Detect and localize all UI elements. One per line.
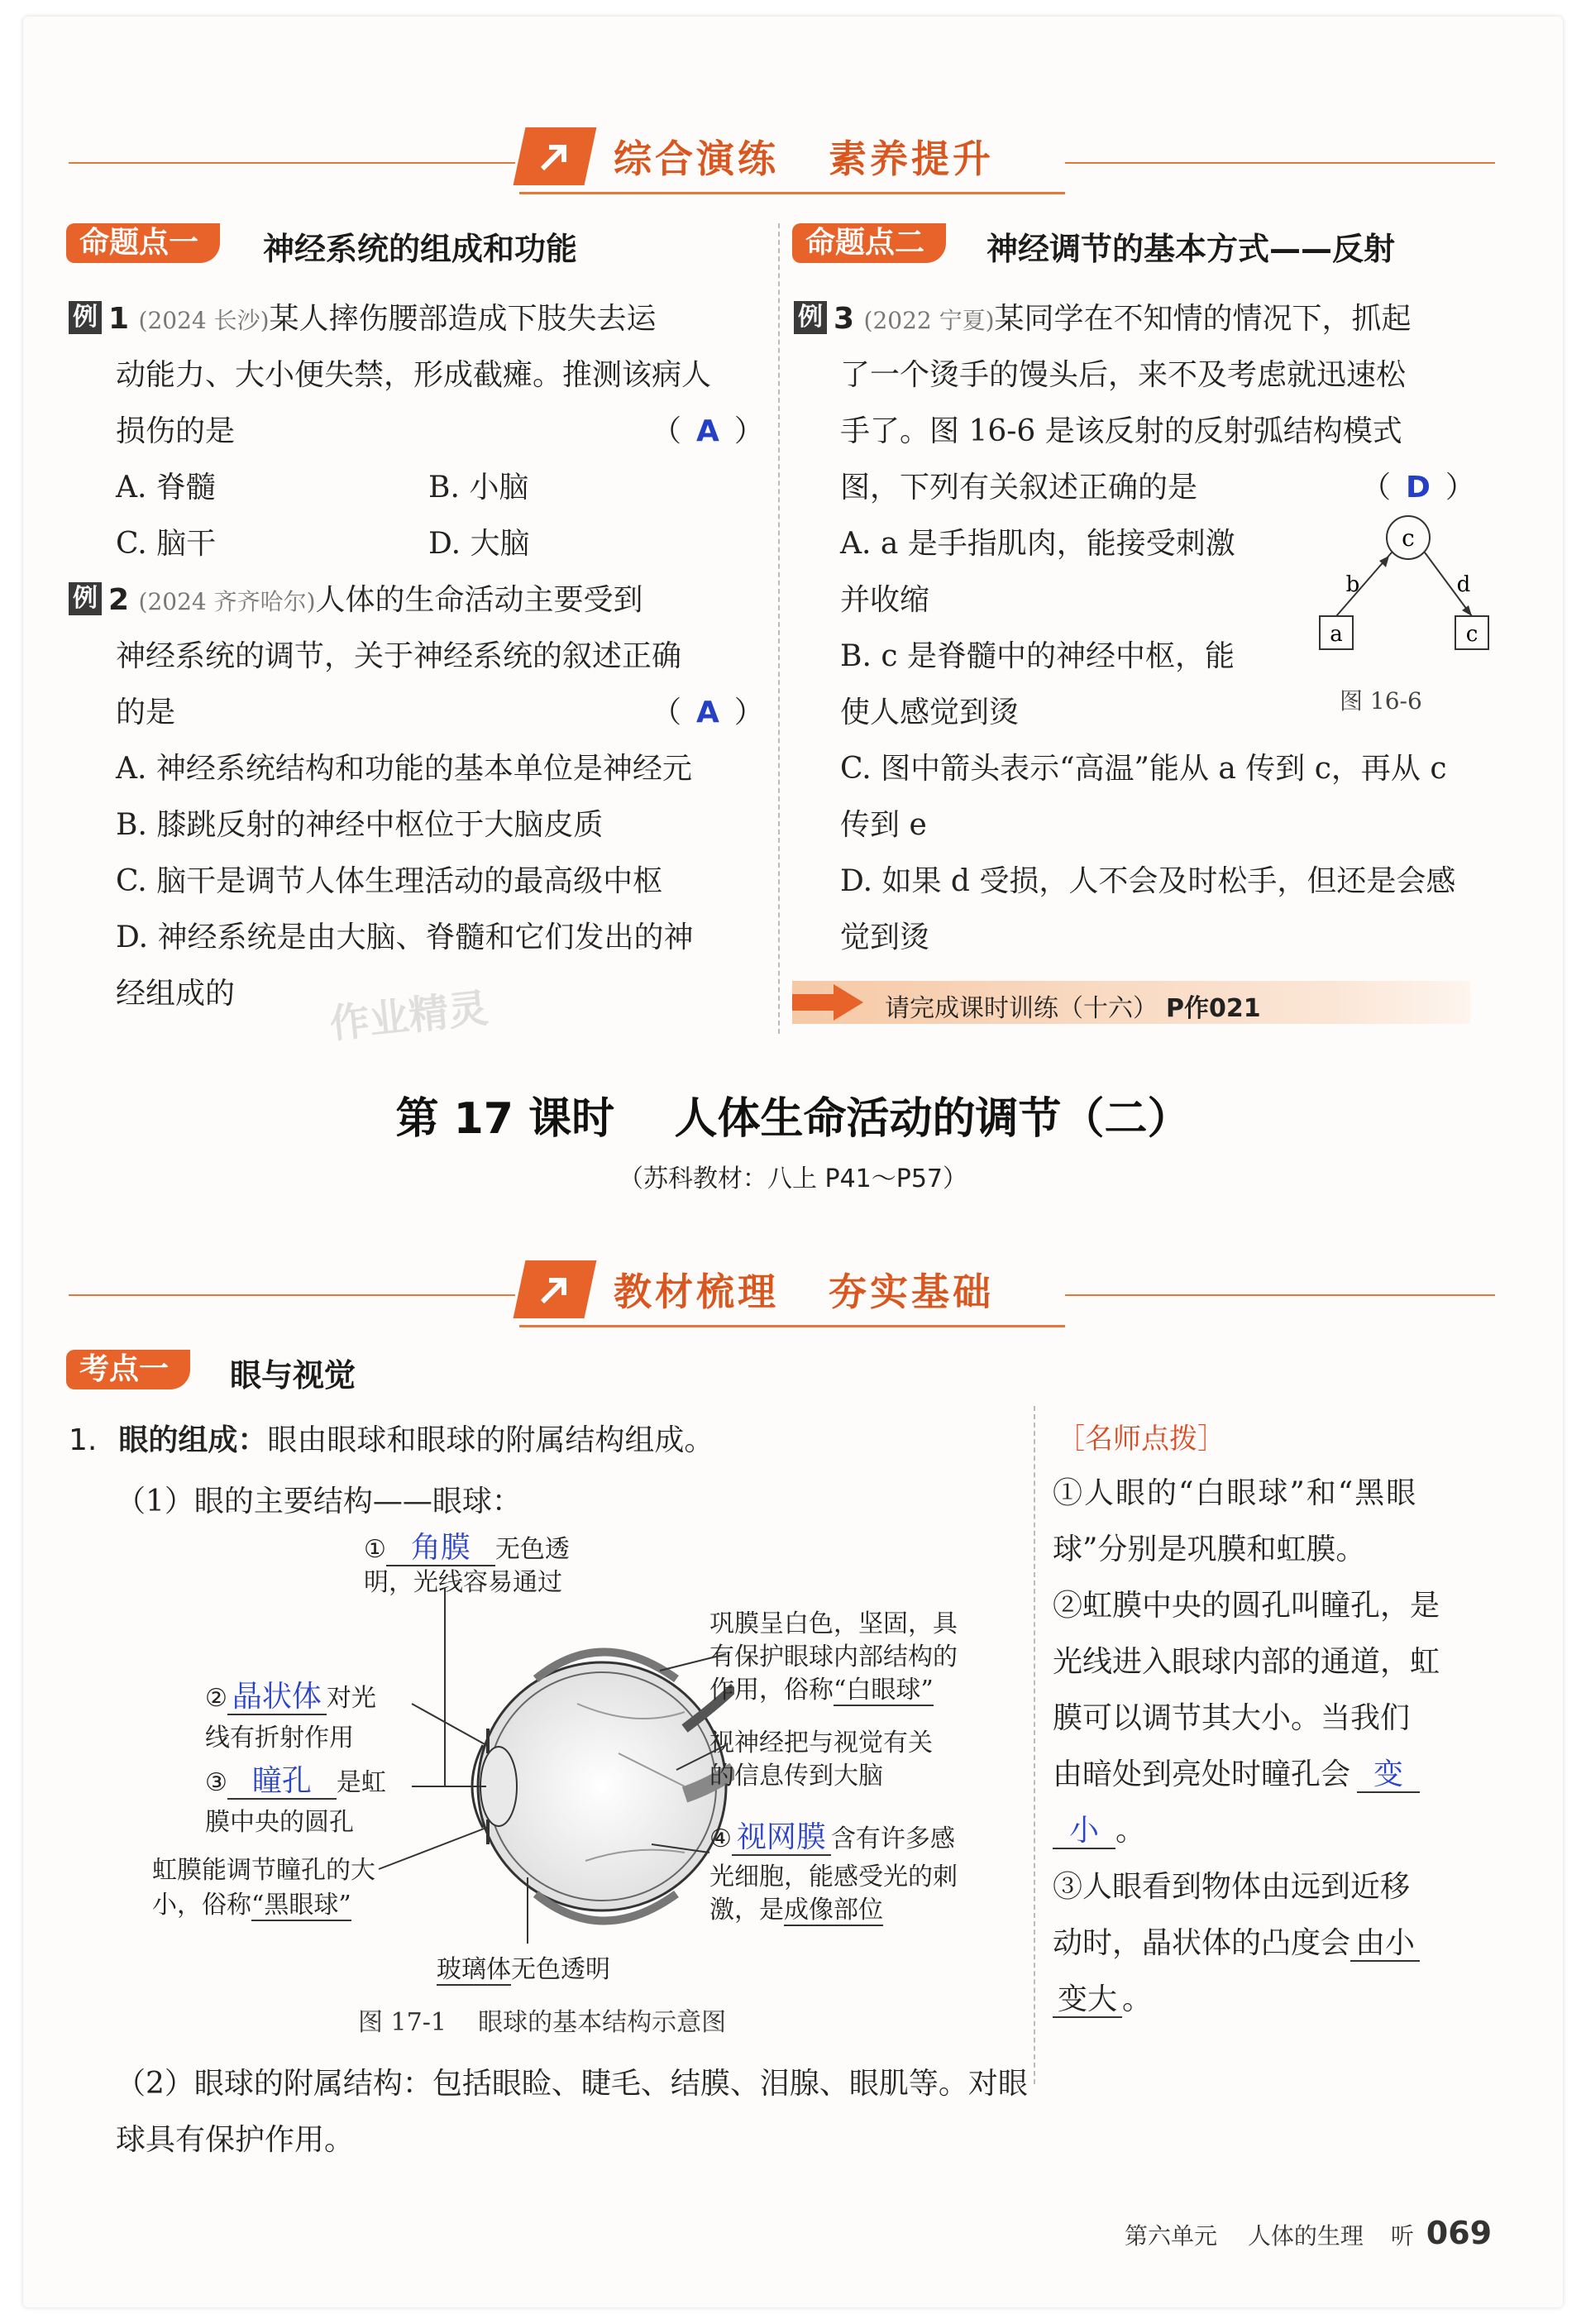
label-optic-nerve: 视神经把与视觉有关 xyxy=(709,1729,933,1757)
ex2-option-d-cont: 经组成的 xyxy=(116,977,236,1011)
ex3-option-b-cont: 使人感觉到烫 xyxy=(840,696,1020,729)
label-iris: 虹膜能调节瞳孔的大 xyxy=(152,1856,375,1885)
node-e: c xyxy=(1465,622,1479,647)
label-d: d xyxy=(1456,572,1471,597)
footer-mark: 听 xyxy=(1390,2222,1414,2250)
ex1-answer: （ A ） xyxy=(652,414,764,448)
ex3-option-a-cont: 并收缩 xyxy=(840,583,930,617)
item1-line: 1. 眼的组成：眼由眼球和眼球的附属结构组成。 xyxy=(69,1423,714,1457)
ex2-line1: 例 2 (2024 齐齐哈尔)人体的生命活动主要受到 xyxy=(69,572,643,630)
watermark: 作业精灵 xyxy=(327,985,490,1048)
ex3-line2: 了一个烫手的馒头后，来不及考虑就迅速松 xyxy=(840,358,1407,392)
ex3-line4: 图，下列有关叙述正确的是 xyxy=(840,471,1198,504)
label-sclera-2: 有保护眼球内部结构的 xyxy=(709,1643,958,1671)
ex3-answer: （ D ） xyxy=(1361,471,1475,504)
label-retina-3: 激，是成像部位 xyxy=(709,1896,883,1925)
tips-title: ［名师点拨］ xyxy=(1057,1423,1225,1456)
ex2-line3: 的是 xyxy=(116,696,176,729)
page-number: 069 xyxy=(1426,2215,1493,2251)
ex3-line3: 手了。图 16-6 是该反射的反射弧结构模式 xyxy=(840,414,1402,448)
section-title-2: 教材梳理 夯实基础 xyxy=(614,1270,995,1314)
label-cornea-2: 明，光线容易通过 xyxy=(364,1568,562,1597)
tip-fill-biandai[interactable]: 变大 xyxy=(1053,1982,1122,2018)
figure-17-1-caption: 图 17-1 眼球的基本结构示意图 xyxy=(358,2008,727,2037)
tip2-line5: 小 。 xyxy=(1053,1803,1145,1859)
tag-mingti-1: 命题点一 xyxy=(66,223,220,263)
label-b: b xyxy=(1345,572,1360,597)
ex1-line1: 例 1 (2024 长沙)某人摔伤腰部造成下肢失去运 xyxy=(69,291,657,349)
ex2-option-a: A. 神经系统结构和功能的基本单位是神经元 xyxy=(116,752,692,786)
page xyxy=(23,17,1563,2307)
ex2-answer: （ A ） xyxy=(652,696,764,729)
sub1-line: （1）眼的主要结构——眼球： xyxy=(116,1485,522,1518)
label-lens-2: 线有折射作用 xyxy=(205,1724,354,1753)
example-badge: 例 xyxy=(69,582,102,615)
tips-divider xyxy=(1034,1406,1035,2084)
tip3-line2: 动时，晶状体的凸度会 由小 xyxy=(1053,1915,1420,1972)
practice-text: 请完成课时训练（十六） xyxy=(885,994,1158,1023)
tip2-line4: 由暗处到亮处时瞳孔会 变 xyxy=(1053,1747,1420,1803)
tag-kaodian-1: 考点一 xyxy=(66,1350,190,1389)
label-vitreous: 玻璃体无色透明 xyxy=(437,1955,610,1984)
ex1-option-d: D. 大脑 xyxy=(428,527,530,561)
ex3-option-d-cont: 觉到烫 xyxy=(840,921,930,954)
ex2-option-c: C. 脑干是调节人体生理活动的最高级中枢 xyxy=(116,864,663,898)
tip3-line3: 变大 。 xyxy=(1053,1972,1152,2028)
label-cornea: ① 角膜 无色透 xyxy=(364,1531,570,1565)
ex1-line2: 动能力、大小便失禁，形成截瘫。推测该病人 xyxy=(116,358,712,392)
lesson-title: 第 17 课时 人体生命活动的调节（二） xyxy=(395,1094,1191,1144)
example-badge: 例 xyxy=(69,301,102,334)
footer xyxy=(1125,2215,1492,2251)
tip-fill-bian[interactable]: 变 xyxy=(1357,1757,1420,1793)
label-pupil-2: 膜中央的圆孔 xyxy=(205,1808,354,1837)
sub2-line2: 球具有保护作用。 xyxy=(116,2123,355,2157)
tip2-line2: 光线进入眼球内部的通道，虹 xyxy=(1053,1645,1440,1679)
tip-fill-xiao[interactable]: 小 xyxy=(1053,1814,1115,1849)
ex3-line1: 例 3 (2022 宁夏)某同学在不知情的情况下，抓起 xyxy=(794,291,1412,349)
label-retina: ④ 视网膜 含有许多感 xyxy=(709,1820,955,1854)
tip1-line1: ①人眼的“白眼球”和“黑眼 xyxy=(1053,1476,1418,1510)
label-lens: ② 晶状体 对光 xyxy=(205,1680,376,1714)
node-a: a xyxy=(1330,622,1343,647)
tip2-line1: ②虹膜中央的圆孔叫瞳孔，是 xyxy=(1053,1589,1440,1623)
tip1-line2: 球”分别是巩膜和虹膜。 xyxy=(1053,1533,1366,1566)
ex2-option-b: B. 膝跳反射的神经中枢位于大脑皮质 xyxy=(116,808,604,842)
ex1-line3: 损伤的是 xyxy=(116,414,236,448)
ex1-option-b: B. 小脑 xyxy=(428,471,529,504)
sub2-line1: （2）眼球的附属结构：包括眼睑、睫毛、结膜、泪腺、眼肌等。对眼 xyxy=(116,2067,1028,2101)
ex3-option-c: C. 图中箭头表示“高温”能从 a 传到 c，再从 c xyxy=(840,752,1447,786)
kaodian-title: 眼与视觉 xyxy=(230,1357,356,1394)
ex3-option-c-cont: 传到 e xyxy=(840,808,927,842)
label-sclera-3: 作用，俗称“白眼球” xyxy=(709,1676,934,1705)
section-title-1: 综合演练 素养提升 xyxy=(614,136,995,181)
ex1-option-a: A. 脊髓 xyxy=(116,471,216,504)
example-badge: 例 xyxy=(794,301,827,334)
tip-fill-youxiao[interactable]: 由小 xyxy=(1350,1926,1420,1962)
label-retina-2: 光细胞，能感受光的刺 xyxy=(709,1863,958,1891)
ex3-option-a: A. a 是手指肌肉，能接受刺激 xyxy=(840,527,1235,561)
practice-page: P作021 xyxy=(1166,994,1261,1023)
ex3-option-d: D. 如果 d 受损，人不会及时松手，但还是会感 xyxy=(840,864,1456,898)
tip3-line1: ③人眼看到物体由远到近移 xyxy=(1053,1870,1411,1904)
figure-16-6-caption: 图 16-6 xyxy=(1340,687,1422,715)
label-iris-2: 小，俗称“黑眼球” xyxy=(152,1891,351,1920)
ex2-option-d: D. 神经系统是由大脑、脊髓和它们发出的神 xyxy=(116,921,694,954)
lesson-subtitle: （苏科教材：八上 P41～P57） xyxy=(618,1164,968,1193)
node-c: c xyxy=(1402,524,1415,552)
ex3-option-b: B. c 是脊髓中的神经中枢，能 xyxy=(840,639,1235,673)
tag-mingti-2: 命题点二 xyxy=(792,223,946,263)
label-optic-nerve-2: 的信息传到大脑 xyxy=(709,1762,883,1791)
label-pupil: ③ 瞳孔 是虹 xyxy=(205,1764,386,1798)
tip2-line3: 膜可以调节其大小。当我们 xyxy=(1053,1701,1411,1735)
ex2-line2: 神经系统的调节，关于神经系统的叙述正确 xyxy=(116,639,682,673)
footer-topic: 人体的生理 xyxy=(1247,2222,1364,2250)
footer-unit: 第六单元 xyxy=(1125,2222,1218,2250)
tag-title-2: 神经调节的基本方式——反射 xyxy=(986,231,1396,267)
label-sclera: 巩膜呈白色，坚固，具 xyxy=(709,1609,958,1638)
ex1-option-c: C. 脑干 xyxy=(116,527,217,561)
tag-title-1: 神经系统的组成和功能 xyxy=(263,231,578,267)
